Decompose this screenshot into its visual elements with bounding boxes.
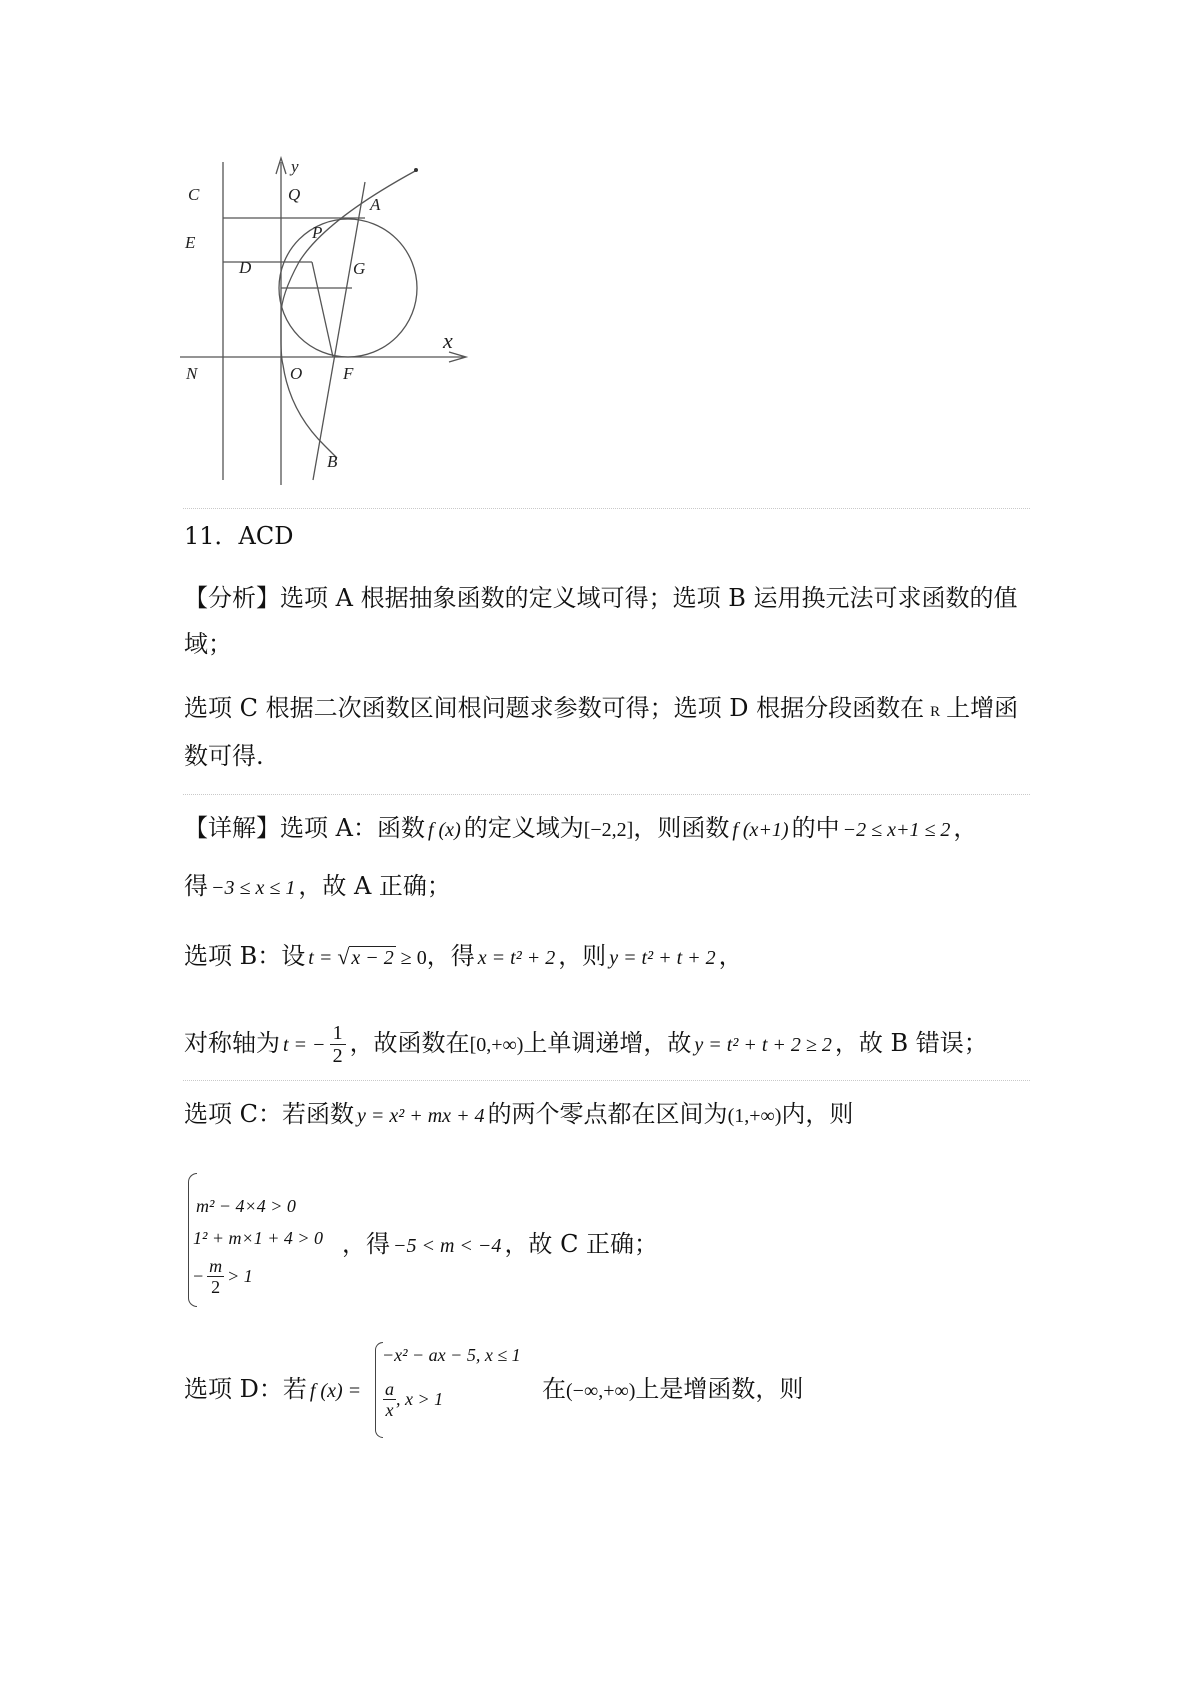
fraction-one-half: $\frac{1}{2}$ [330, 1022, 346, 1067]
system-ineq-1: m² − 4×4 > 0 [196, 1196, 296, 1216]
analysis-line-3: 选项 C 根据二次函数区间根问题求参数可得；选项 D 根据分段函数在 R 上增函 [184, 694, 1019, 722]
detail-option-d-suffix: 在(−∞,+∞)上是增函数，则 [542, 1375, 804, 1403]
system-ineq-3: − $\frac{m}{2}$ > 1 [192, 1256, 253, 1297]
separator [183, 794, 1030, 795]
analysis-line-4: 数可得. [184, 742, 264, 770]
piecewise-case-1: −x² − ax − 5, x ≤ 1 [382, 1345, 521, 1365]
detail-option-a-result: 得 −3 ≤ x ≤ 1 ，故 A 正确； [184, 872, 451, 900]
analysis-line-1: 【分析】选项 A 根据抽象函数的定义域可得；选项 B 运用换元法可求函数的值 [184, 584, 1018, 612]
label-E: E [185, 233, 196, 252]
detail-option-d-prefix: 选项 D：若 f (x) = [184, 1375, 362, 1403]
label-Q: Q [288, 185, 301, 204]
detail-option-a: 【详解】选项 A：函数 f (x) 的定义域为[−2,2]，则函数 f (x+1) 的中 −2 ≤ x+1 ≤ 2 ， [184, 814, 978, 842]
parabola [281, 170, 417, 458]
separator [183, 1080, 1030, 1081]
separator [183, 508, 1030, 509]
label-F: F [343, 364, 354, 383]
real-set-symbol: R [930, 704, 941, 720]
label-D: D [239, 258, 252, 277]
detail-option-c: 选项 C：若函数 y = x² + mx + 4 的两个零点都在区间为(1,+∞)内，则 [184, 1100, 854, 1128]
analysis-line-2: 域； [184, 630, 232, 658]
piecewise-case-2: $\frac{a}{x}$ , x > 1 [385, 1379, 444, 1420]
label-G: G [353, 259, 366, 278]
geometry-figure [175, 150, 485, 490]
detail-option-b-symmetry: 对称轴为 t = − $\frac{1}{2}$ ，故函数在[0,+∞)上单调递增，故 y = t² + t + 2 ≥ 2 ，故 B 错误； [184, 1022, 988, 1067]
label-B: B [327, 452, 338, 471]
label-C: C [188, 185, 200, 204]
detail-option-c-result: ，得 −5 < m < −4 ，故 C 正确； [342, 1230, 659, 1258]
label-x: x [443, 328, 453, 353]
label-P: P [312, 223, 323, 242]
label-y: y [291, 157, 299, 176]
system-ineq-2: 1² + m×1 + 4 > 0 [193, 1228, 323, 1248]
label-A: A [370, 195, 381, 214]
detail-option-b: 选项 B：设 t = √ x − 2 ≥ 0，得 x = t² + 2 ，则 y = t² + t + 2 ， [184, 942, 743, 970]
label-N: N [186, 364, 198, 383]
line-PF [312, 262, 333, 357]
question-number: 11．ACD [184, 522, 294, 550]
label-O: O [290, 364, 303, 383]
